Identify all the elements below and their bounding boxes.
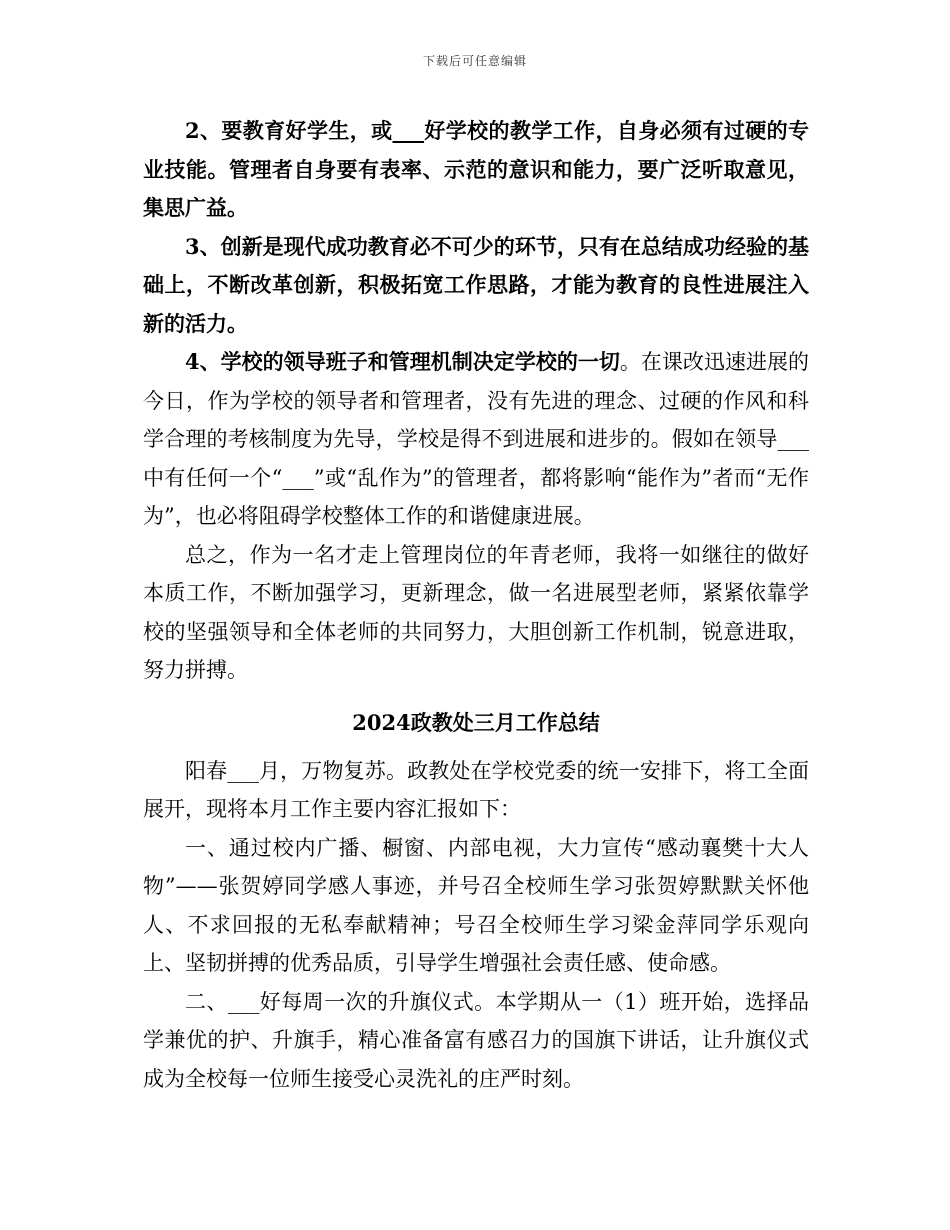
paragraph-conclusion: 总之，作为一名才走上管理岗位的年青老师，我将一如继往的做好本质工作，不断加强学习，更新理念，做一名进展型老师，紧紧依靠学校的坚强领导和全体老师的共同努力，大胆创新工作机制，锐意进取，努力拼搏。 bbox=[143, 542, 809, 682]
paragraph-item-1: 一、通过校内广播、橱窗、内部电视，大力宣传“感动襄樊十大人物”——张贺婷同学感人事迹，并号召全校师生学习张贺婷默默关怀他人、不求回报的无私奉献精神；号召全校师生学习梁金萍同学乐观向上、坚韧拼搏的优秀品质，引导学生增强社会责任感、使命感。 bbox=[143, 835, 809, 975]
point-4-text: 。在课改迅速进展的今日，作为学校的领导者和管理者，没有先进的理念、过硬的作风和科学合理的考核制度为先导，学校是得不到进展和进步的。假如在领导___中有任何一个“___”或“乱作为”的管理者，都将影响“能作为”者而“无作为”，也必将阻碍学校整体工作的和谐健康进展。 bbox=[143, 350, 809, 528]
section-title: 2024政教处三月工作总结 bbox=[352, 709, 600, 735]
page-header: 下载后可任意编辑 bbox=[422, 54, 527, 68]
paragraph-point-2: 2、要教育好学生，或___好学校的教学工作，自身必须有过硬的专业技能。管理者自身要有表率、示范的意识和能力，要广泛听取意见，集思广益。 bbox=[143, 118, 809, 220]
paragraph-intro: 阳春___月，万物复苏。政教处在学校党委的统一安排下，将工全面展开，现将本月工作主要内容汇报如下： bbox=[143, 758, 809, 821]
document-body bbox=[143, 112, 809, 1098]
paragraph-item-2: 二、___好每周一次的升旗仪式。本学期从一（1）班开始，选择品学兼优的护、升旗手，精心准备富有感召力的国旗下讲话，让升旗仪式成为全校每一位师生接受心灵洗礼的庄严时刻。 bbox=[143, 989, 809, 1091]
point-4-heading: 4、学校的领导班子和管理机制决定学校的一切 bbox=[185, 349, 620, 374]
paragraph-point-3: 3、创新是现代成功教育必不可少的环节，只有在总结成功经验的基础上，不断改革创新，积极拓宽工作思路，才能为教育的良性进展注入新的活力。 bbox=[143, 233, 809, 336]
paragraph-point-4 bbox=[143, 343, 809, 536]
